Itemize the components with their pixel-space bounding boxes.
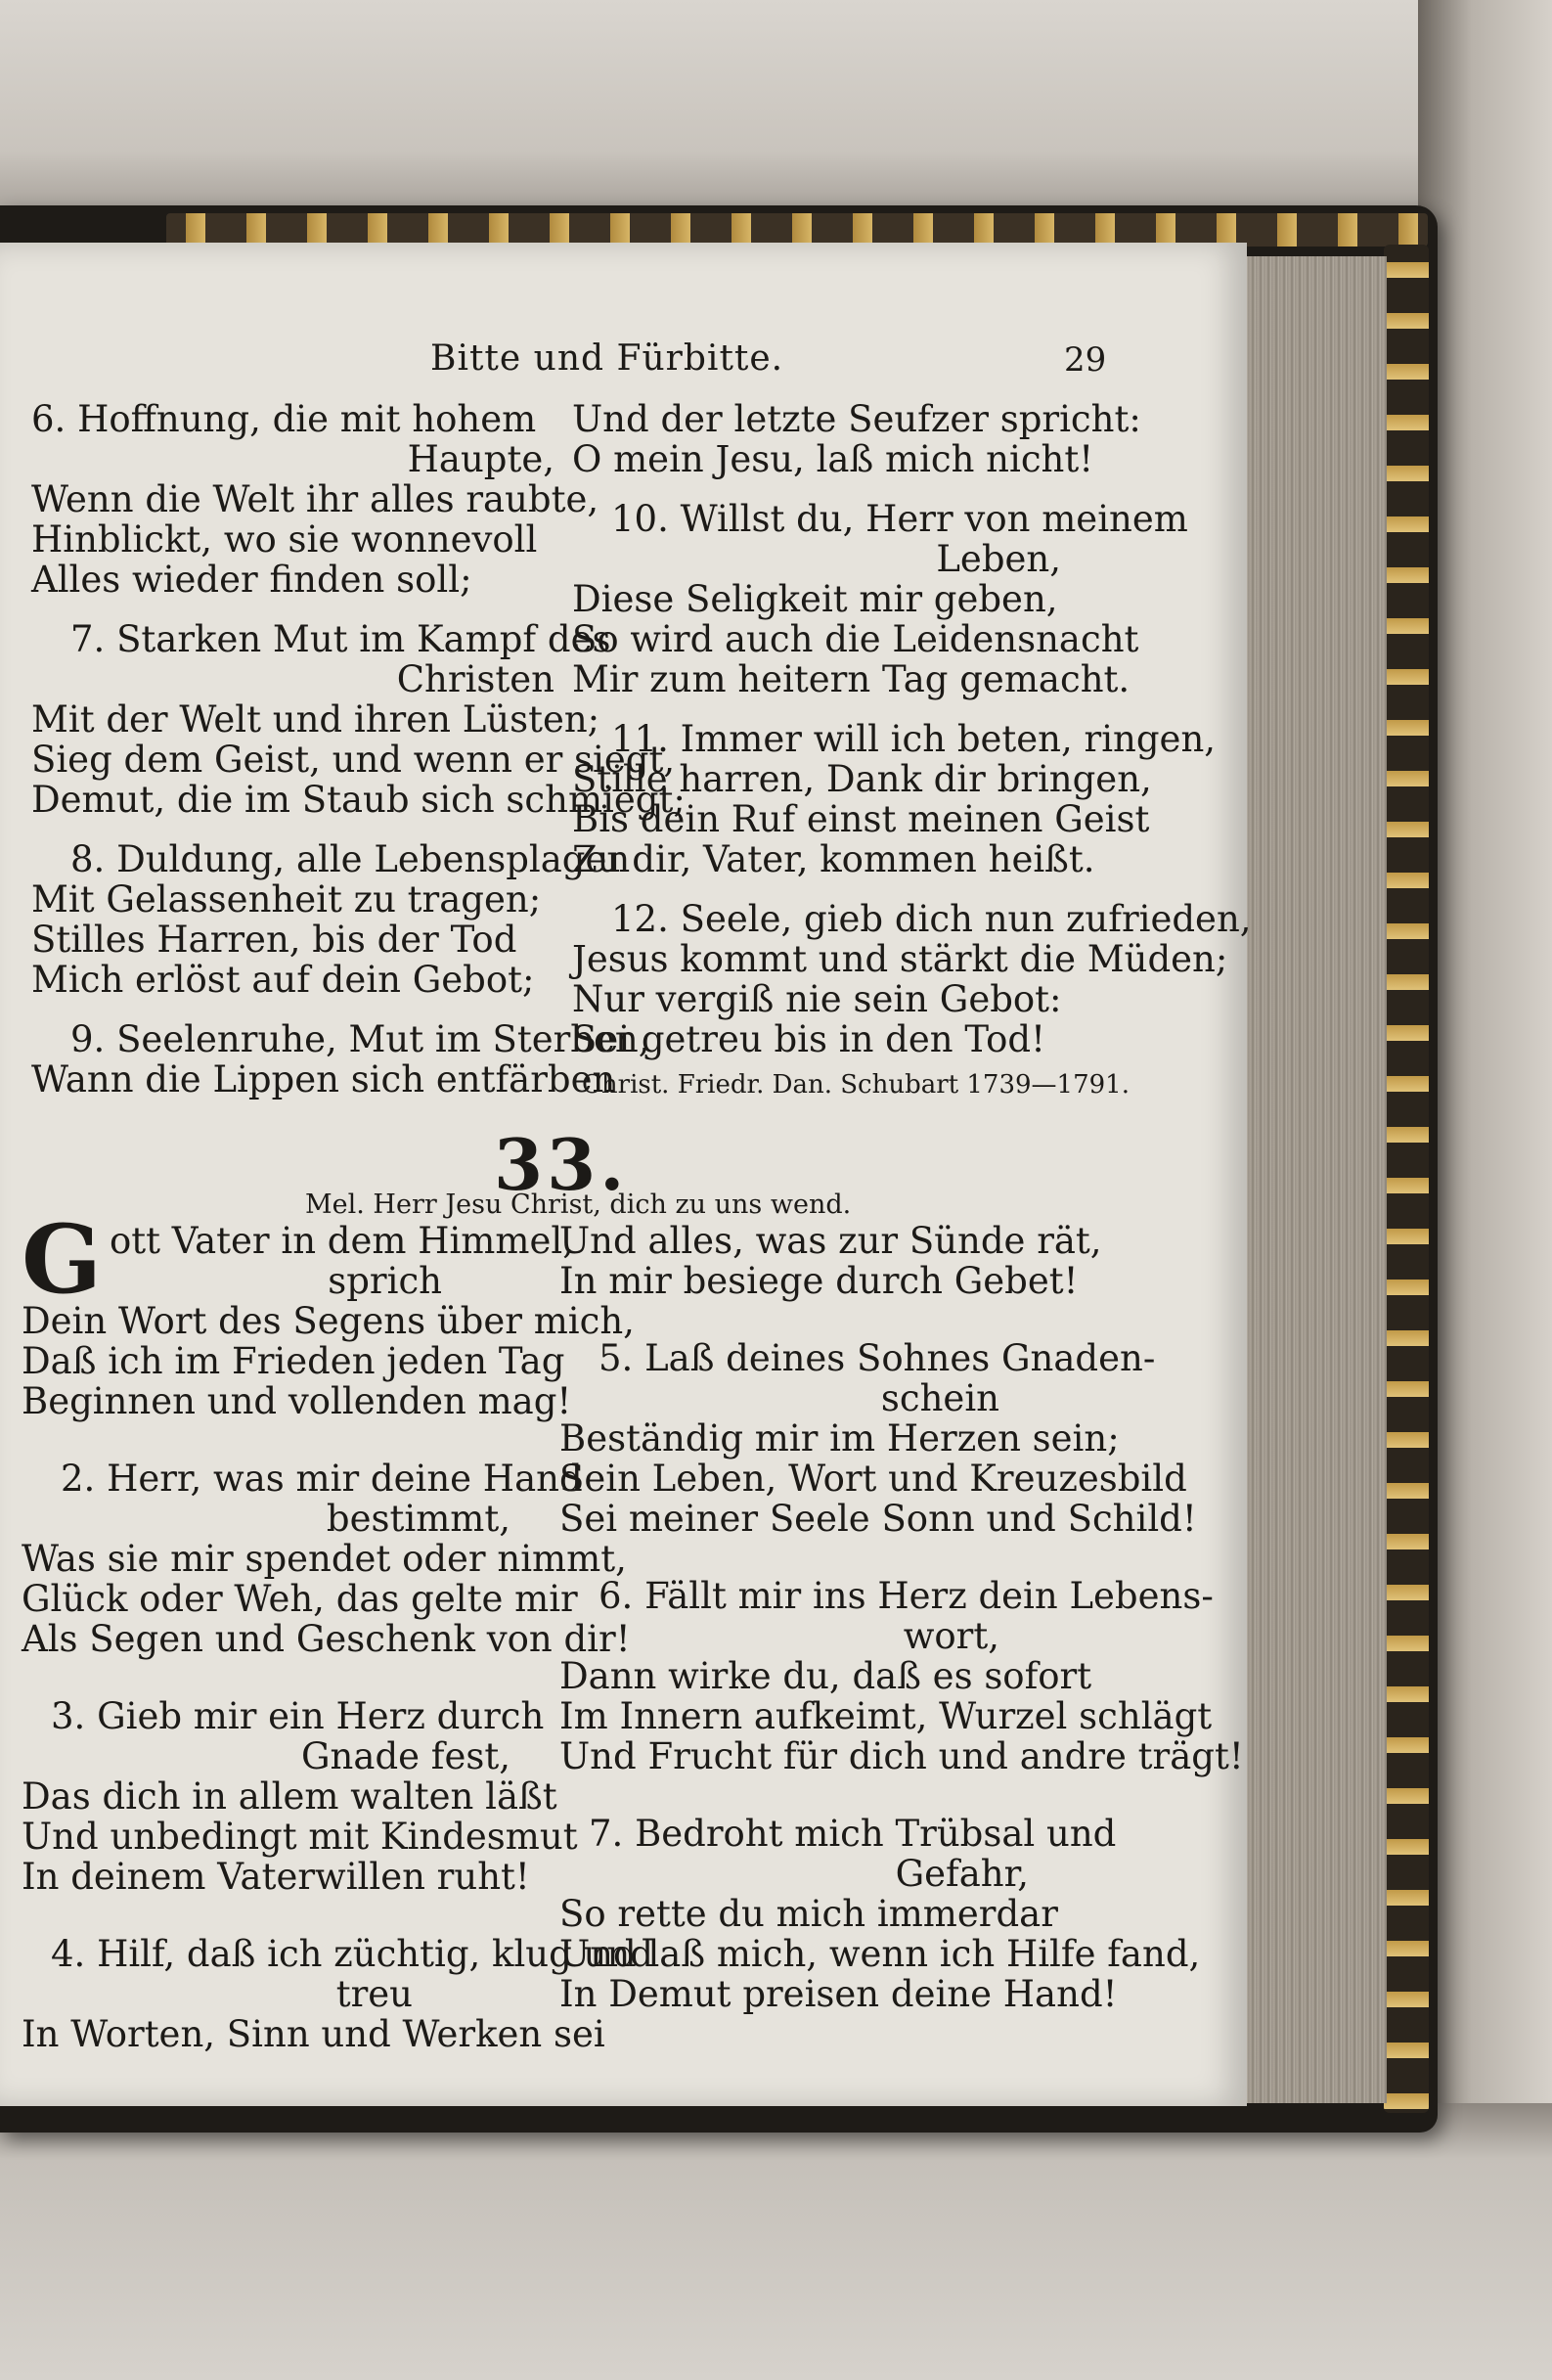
background-bottom <box>0 2103 1552 2380</box>
drop-cap: G <box>22 1204 102 1315</box>
stanza-7 <box>31 618 686 821</box>
verse-line: Und unbedingt mit Kindesmut <box>22 1816 578 1858</box>
stanza-9-continued <box>572 398 1141 480</box>
verse-line: Diese Seligkeit mir geben, <box>572 578 1058 620</box>
verse-line: 2. Herr, was mir deine Hand <box>61 1458 583 1500</box>
verse-line: Mich erlöst auf dein Gebot; <box>31 959 535 1001</box>
stanza-1 <box>22 1204 635 1422</box>
verse-line: Alles wieder finden soll; <box>31 559 472 601</box>
verse-line: Zu dir, Vater, kommen heißt. <box>572 838 1095 880</box>
verse-line: Mir zum heitern Tag gemacht. <box>572 658 1131 700</box>
hymn-left-column <box>22 1204 653 2074</box>
verse-line: Sieg dem Geist, und wenn er siegt, <box>31 739 676 781</box>
verse-line: Sein Leben, Wort und Kreuzesbild <box>559 1458 1187 1500</box>
verse-line: 5. Laß deines Sohnes Gnaden- <box>599 1337 1156 1379</box>
stanza-4-continued <box>559 1220 1102 1302</box>
verse-line: Dein Wort des Segens über mich, <box>22 1300 635 1342</box>
verse-line: 3. Gieb mir ein Herz durch <box>51 1695 545 1737</box>
verse-line: 10. Willst du, Herr von meinem <box>611 498 1188 540</box>
verse-line: ott Vater in dem Himmel, <box>109 1220 574 1262</box>
hymn-number: 33. <box>494 1123 629 1206</box>
verse-line: In deinem Vaterwillen ruht! <box>22 1856 530 1898</box>
verse-line: Christen <box>396 658 554 700</box>
verse-line: treu <box>335 1973 413 2015</box>
stanza-8 <box>31 838 631 1001</box>
verse-line: Gnade fest, <box>301 1735 510 1777</box>
verse-line: Als Segen und Geschenk von dir! <box>22 1618 631 1660</box>
verse-line: Glück oder Weh, das gelte mir <box>22 1578 578 1620</box>
verse-line: Beginnen und vollenden mag! <box>22 1380 572 1422</box>
stanza-12 <box>572 898 1252 1105</box>
gilded-head-edge <box>166 213 1428 247</box>
verse-line: Daß ich im Frieden jeden Tag <box>22 1340 565 1382</box>
page-fore-edge <box>1240 256 1387 2103</box>
verse-line: Jesus kommt und stärkt die Müden; <box>572 938 1228 980</box>
verse-line: In Worten, Sinn und Werken sei <box>22 2013 605 2055</box>
verse-line: 12. Seele, gieb dich nun zufrieden, <box>611 898 1252 940</box>
page-number: 29 <box>1064 340 1107 380</box>
verse-line: Sei getreu bis in den Tod! <box>572 1018 1045 1060</box>
verse-line: Im Innern aufkeimt, Wurzel schlägt <box>559 1695 1213 1737</box>
stanza-11 <box>572 718 1217 880</box>
verse-line: Beständig mir im Herzen sein; <box>559 1417 1120 1459</box>
verse-line: 4. Hilf, daß ich züchtig, klug und <box>51 1933 653 1975</box>
author-attribution: Christ. Friedr. Dan. Schubart 1739—1791. <box>582 1070 1130 1100</box>
verse-line: Mit der Welt und ihren Lüsten; <box>31 698 600 741</box>
verse-line: wort, <box>903 1615 999 1657</box>
stanza-6 <box>559 1575 1244 1777</box>
verse-line: Demut, die im Staub sich schmiegt; <box>31 779 686 821</box>
previous-hymn-right-column <box>572 398 1252 1125</box>
running-head: Bitte und Fürbitte. <box>430 338 784 379</box>
verse-line: Das dich in allem walten läßt <box>22 1775 557 1818</box>
verse-line: In Demut preisen deine Hand! <box>559 1973 1118 2015</box>
verse-line: Sei meiner Seele Sonn und Schild! <box>559 1498 1197 1540</box>
verse-line: Stille harren, Dank dir bringen, <box>572 758 1152 800</box>
stanza-9 <box>31 1018 650 1100</box>
verse-line: Hinblickt, wo sie wonnevoll <box>31 518 538 561</box>
previous-hymn-left-column <box>31 398 686 1119</box>
verse-line: Und alles, was zur Sünde rät, <box>559 1220 1102 1262</box>
verse-line: In mir besiege durch Gebet! <box>559 1260 1079 1302</box>
verse-line: schein <box>880 1377 999 1419</box>
stanza-6 <box>31 398 599 601</box>
verse-line: Bis dein Ruf einst meinen Geist <box>572 798 1150 840</box>
verse-line: So rette du mich immerdar <box>559 1893 1058 1935</box>
verse-line: Gefahr, <box>895 1853 1029 1895</box>
verse-line: 11. Immer will ich beten, ringen, <box>611 718 1217 760</box>
verse-line: Stilles Harren, bis der Tod <box>31 919 517 961</box>
verse-line: sprich <box>328 1260 442 1302</box>
gilded-spine-edge <box>1384 245 1429 2113</box>
verse-line: Was sie mir spendet oder nimmt, <box>22 1538 627 1580</box>
verse-line: 7. Starken Mut im Kampf des <box>70 618 611 660</box>
verse-line: 8. Duldung, alle Lebensplagen <box>70 838 631 880</box>
verse-line: 6. Hoffnung, die mit hohem <box>31 398 537 440</box>
stanza-7 <box>559 1813 1201 2015</box>
verse-line: 7. Bedroht mich Trübsal und <box>589 1813 1117 1855</box>
stanza-3 <box>22 1695 578 1898</box>
verse-line: Mit Gelassenheit zu tragen; <box>31 878 542 921</box>
verse-line: Dann wirke du, daß es sofort <box>559 1655 1092 1697</box>
verse-line: Leben, <box>936 538 1061 580</box>
verse-line: Wann die Lippen sich entfärben <box>31 1058 616 1100</box>
background-right <box>1418 0 1552 2380</box>
background-top <box>0 0 1552 215</box>
hymn-right-column <box>559 1220 1244 2034</box>
verse-line: Und der letzte Seufzer spricht: <box>572 398 1141 440</box>
verse-line: Wenn die Welt ihr alles raubte, <box>31 478 599 520</box>
book-page <box>0 243 1252 2106</box>
verse-line: 9. Seelenruhe, Mut im Sterben, <box>70 1018 650 1060</box>
stanza-10 <box>572 498 1188 700</box>
stanza-4 <box>22 1933 653 2055</box>
melody-reference: Mel. Herr Jesu Christ, dich zu uns wend. <box>305 1190 852 1220</box>
stanza-5 <box>559 1337 1197 1540</box>
verse-line: So wird auch die Leidensnacht <box>572 618 1139 660</box>
verse-line: 6. Fällt mir ins Herz dein Lebens- <box>599 1575 1214 1617</box>
verse-line: Haupte, <box>407 438 554 480</box>
verse-line: Und laß mich, wenn ich Hilfe fand, <box>559 1933 1201 1975</box>
verse-line: Nur vergiß nie sein Gebot: <box>572 978 1062 1020</box>
verse-line: bestimmt, <box>326 1498 510 1540</box>
verse-line: O mein Jesu, laß mich nicht! <box>572 438 1094 480</box>
stanza-2 <box>22 1458 631 1660</box>
verse-line: Und Frucht für dich und andre trägt! <box>559 1735 1244 1777</box>
